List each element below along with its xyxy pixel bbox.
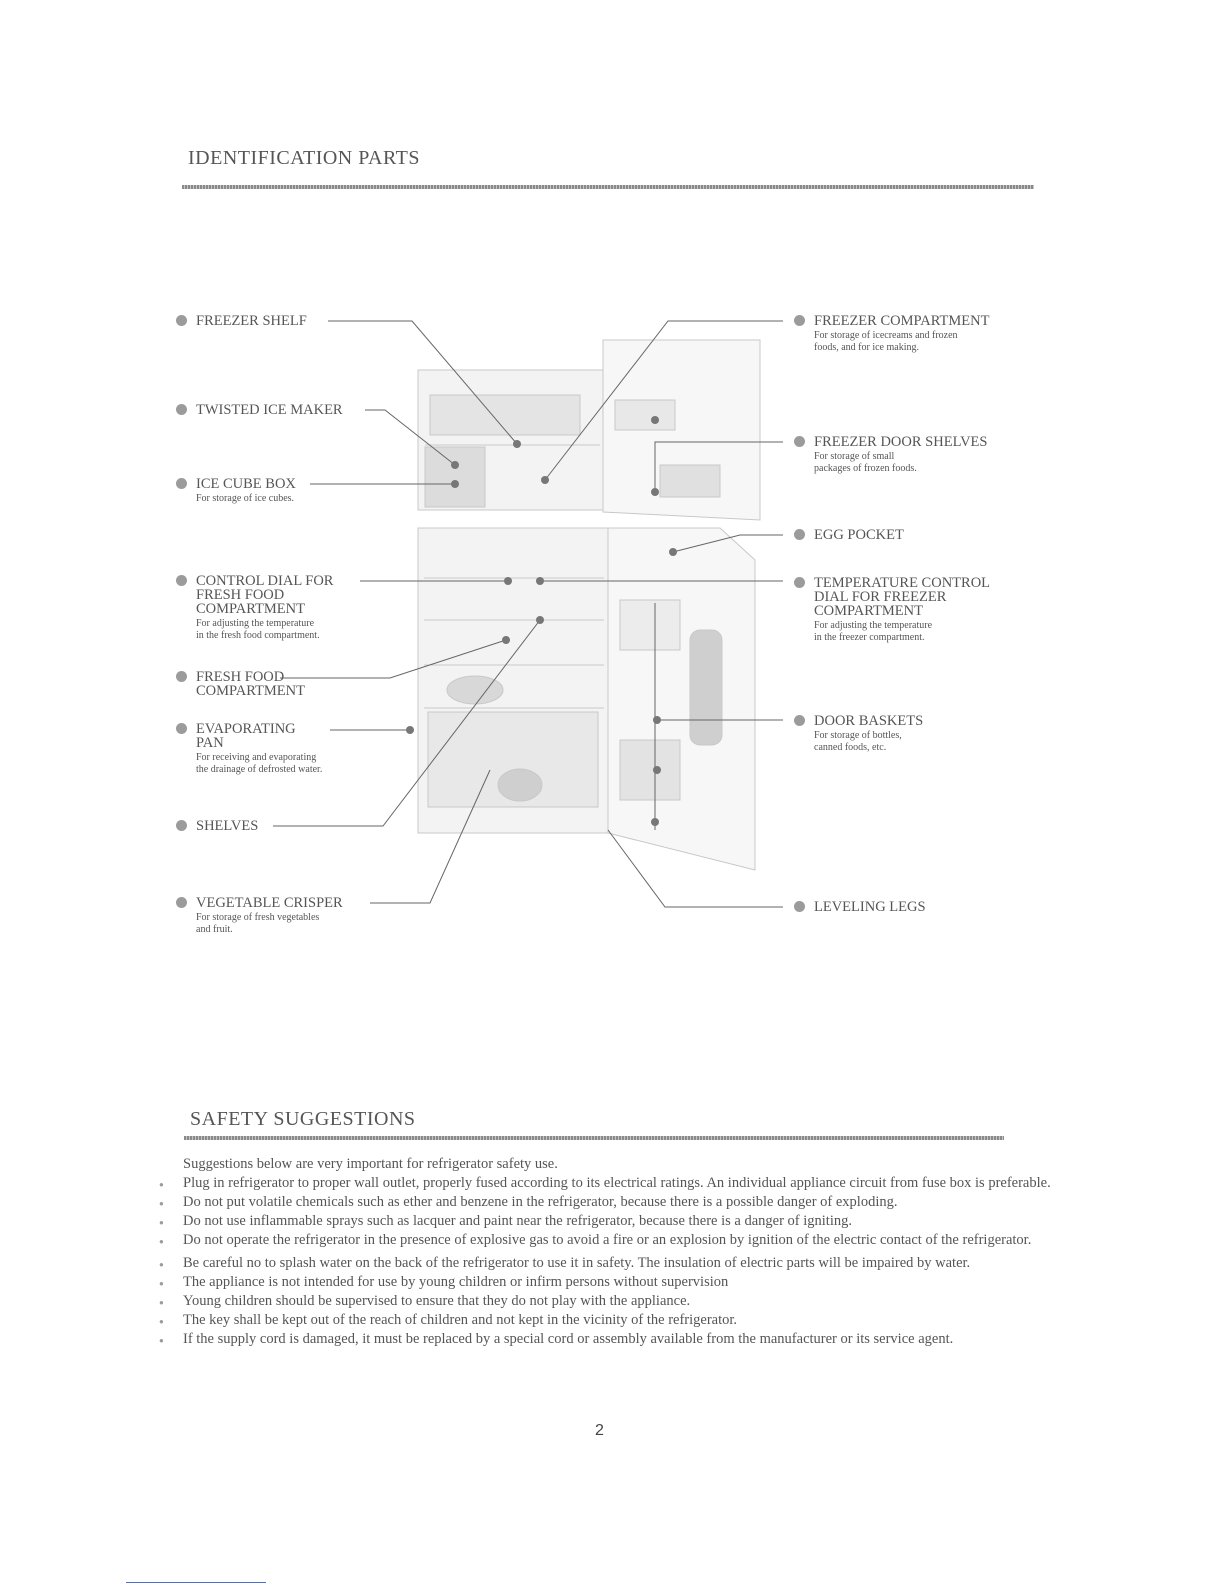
- safety-intro: Suggestions below are very important for refrigerator safety use.: [183, 1156, 558, 1172]
- safety-item: ● The appliance is not intended for use by young children or infirm persons without supervision: [183, 1273, 1058, 1292]
- safety-text: [183, 1155, 1058, 1349]
- part-evaporating-pan: EVAPORATING PAN For receiving and evaporating the drainage of defrosted water.: [196, 722, 322, 776]
- bullet-icon: [794, 315, 805, 326]
- page-number: 2: [595, 1422, 604, 1439]
- safety-title: SAFETY SUGGESTIONS: [190, 1108, 416, 1130]
- part-ice-cube-box: ICE CUBE BOX For storage of ice cubes.: [196, 477, 296, 505]
- part-freezer-compartment: FREEZER COMPARTMENT For storage of icecreams and frozen foods, and for ice making.: [814, 314, 989, 354]
- part-freezer-shelf: FREEZER SHELF: [196, 314, 307, 328]
- part-control-dial-fresh-food: CONTROL DIAL FOR FRESH FOOD COMPARTMENT For adjusting the temperature in the fresh food compartment.: [196, 574, 333, 642]
- part-egg-pocket: EGG POCKET: [814, 528, 904, 542]
- safety-item: ● The key shall be kept out of the reach of children and not kept in the vicinity of the refrigerator.: [183, 1311, 1058, 1330]
- bullet-icon: [176, 575, 187, 586]
- part-twisted-ice-maker: TWISTED ICE MAKER: [196, 403, 343, 417]
- part-leveling-legs: LEVELING LEGS: [814, 900, 926, 914]
- bullet-icon: [176, 820, 187, 831]
- safety-item: ● Young children should be supervised to ensure that they do not play with the appliance.: [183, 1292, 1058, 1311]
- bullet-icon: [794, 529, 805, 540]
- refrigerator-illustration: [418, 340, 760, 870]
- bullet-icon: [176, 404, 187, 415]
- part-fresh-food-compartment: FRESH FOOD COMPARTMENT: [196, 670, 305, 698]
- safety-item: ● Do not operate the refrigerator in the presence of explosive gas to avoid a fire or an explosion by ignition of the electric contact of the refrigerator.: [183, 1231, 1058, 1250]
- safety-item: ● Do not put volatile chemicals such as ether and benzene in the refrigerator, because there is a possible danger of exploding.: [183, 1193, 1058, 1212]
- bullet-icon: [794, 436, 805, 447]
- bullet-icon: [794, 901, 805, 912]
- bullet-icon: [176, 478, 187, 489]
- bullet-icon: [176, 315, 187, 326]
- identification-title: IDENTIFICATION PARTS: [188, 147, 420, 169]
- part-freezer-door-shelves: FREEZER DOOR SHELVES For storage of small packages of frozen foods.: [814, 435, 987, 475]
- part-vegetable-crisper: VEGETABLE CRISPER For storage of fresh vegetables and fruit.: [196, 896, 343, 936]
- safety-list: [183, 1174, 1058, 1349]
- bullet-icon: [794, 577, 805, 588]
- safety-item: ● If the supply cord is damaged, it must be replaced by a special cord or assembly available from the manufacturer or its service agent.: [183, 1330, 1058, 1349]
- safety-rule: [184, 1136, 1004, 1140]
- safety-item: ● Be careful no to splash water on the back of the refrigerator to use it in safety. The insulation of electric parts will be impaired by water.: [183, 1254, 1058, 1273]
- bottom-link-underline: [126, 1582, 266, 1583]
- bullet-icon: [176, 671, 187, 682]
- bullet-icon: [794, 715, 805, 726]
- bullet-icon: [176, 723, 187, 734]
- safety-item: ● Do not use inflammable sprays such as lacquer and paint near the refrigerator, because there is a danger of igniting.: [183, 1212, 1058, 1231]
- part-shelves: SHELVES: [196, 819, 258, 833]
- bullet-icon: [176, 897, 187, 908]
- safety-item: ● Plug in refrigerator to proper wall outlet, properly fused according to its electrical ratings. An individual appliance circuit from fuse box is preferable.: [183, 1174, 1058, 1193]
- part-door-baskets: DOOR BASKETS For storage of bottles, canned foods, etc.: [814, 714, 923, 754]
- part-temperature-control-freezer: TEMPERATURE CONTROL DIAL FOR FREEZER COMPARTMENT For adjusting the temperature in the freezer compartment.: [814, 576, 990, 644]
